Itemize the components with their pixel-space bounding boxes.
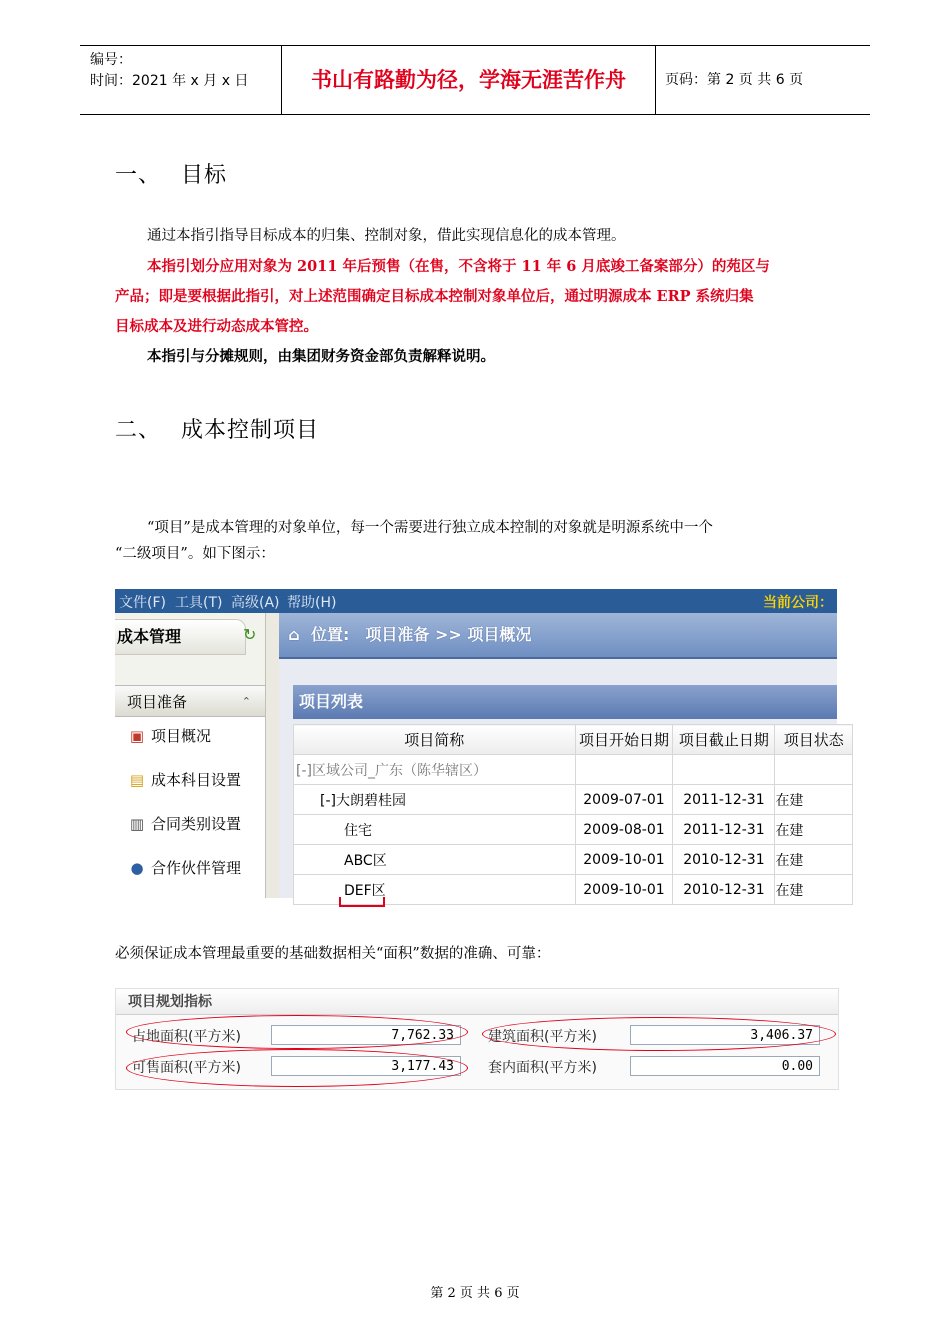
row-start: 2009-10-01 — [575, 875, 673, 905]
row-end: 2011-12-31 — [673, 785, 775, 815]
menu-bar — [115, 589, 837, 613]
module-title: 成本管理 — [115, 619, 246, 655]
header-number: 编号： — [90, 52, 132, 68]
row-status: 在建 — [775, 785, 853, 815]
col-status[interactable]: 项目状态 — [775, 725, 853, 755]
left-menu — [115, 717, 265, 898]
table-row[interactable] — [294, 755, 853, 785]
nav-partner[interactable] — [127, 857, 241, 879]
nav-label: 合同类别设置 — [151, 815, 242, 833]
row-status: 在建 — [775, 845, 853, 875]
breadcrumb-path[interactable]: 项目准备 >> 项目概况 — [365, 625, 532, 644]
cost-subject-icon: ▤ — [129, 770, 145, 789]
page-footer: 第 2 页 共 6 页 — [430, 1286, 520, 1301]
build-area-field[interactable]: 3,406.37 — [630, 1025, 820, 1045]
table-row[interactable] — [294, 845, 853, 875]
col-end[interactable]: 项目截止日期 — [673, 725, 775, 755]
nav-label: 成本科目设置 — [151, 771, 242, 789]
home-icon[interactable]: ⌂ — [288, 625, 300, 644]
sale-area-label: 可售面积(平方米) — [132, 1060, 241, 1076]
row-status: 在建 — [775, 875, 853, 905]
row-end: 2010-12-31 — [673, 845, 775, 875]
row-start: 2009-08-01 — [575, 815, 673, 845]
menu-advanced[interactable]: 高级(A) — [231, 595, 280, 611]
breadcrumb — [279, 613, 837, 659]
section-1-para-1: 通过本指引指导目标成本的归集、控制对象，借此实现信息化的成本管理。 — [147, 228, 626, 244]
row-end: 2010-12-31 — [673, 875, 775, 905]
section-1-heading — [115, 158, 227, 189]
row-name: 住宅 — [294, 815, 576, 845]
section-1-para-3: 本指引与分摊规则，由集团财务资金部负责解释说明。 — [147, 348, 495, 365]
col-name[interactable]: 项目简称 — [294, 725, 576, 755]
header-page-info: 页码：第 2 页 共 6 页 — [665, 72, 804, 88]
nav-cost-subject[interactable] — [127, 769, 241, 791]
row-start: 2009-07-01 — [575, 785, 673, 815]
contract-icon: ▥ — [129, 814, 145, 833]
nav-contract-type[interactable] — [127, 813, 241, 835]
section-1-para-2-line-2: 产品；即是要根据此指引，对上述范围确定目标成本控制对象单位后，通过明源成本 ERP 系统归集 — [115, 288, 754, 305]
section-1-number: 一、 — [115, 163, 162, 188]
header-time: 时间：2021 年 x 月 x 日 — [90, 73, 249, 89]
row-start — [575, 755, 673, 785]
row-end — [673, 755, 775, 785]
red-ellipse-build — [482, 1017, 836, 1051]
partner-icon: ● — [130, 858, 144, 877]
row-status — [775, 755, 853, 785]
erp-screenshot — [115, 589, 844, 899]
section-2-heading — [115, 413, 319, 444]
section-project-prep[interactable] — [115, 685, 265, 717]
project-list-title: 项目列表 — [293, 685, 837, 719]
section-2-para-line-2: “二级项目”。如下图示： — [115, 546, 275, 562]
col-start[interactable]: 项目开始日期 — [575, 725, 673, 755]
refresh-icon[interactable]: ↻ — [243, 625, 257, 644]
overview-icon: ▣ — [129, 726, 145, 745]
menu-tools[interactable]: 工具(T) — [175, 595, 223, 611]
section-1-title: 目标 — [181, 163, 228, 188]
nav-label: 项目概况 — [151, 727, 212, 745]
row-status: 在建 — [775, 815, 853, 845]
row-name: [-]区域公司_广东（陈华辖区） — [294, 755, 576, 785]
header-meta — [80, 46, 280, 114]
row-start: 2009-10-01 — [575, 845, 673, 875]
section-2-para-line-1: “项目”是成本管理的对象单位，每一个需要进行独立成本控制的对象就是明源系统中一个 — [147, 520, 713, 536]
section-2-title: 成本控制项目 — [181, 418, 320, 443]
land-area-label: 占地面积(平方米) — [132, 1029, 241, 1045]
current-company-label: 当前公司： — [763, 595, 833, 611]
table-row[interactable] — [294, 815, 853, 845]
section-1-para-2-line-1: 本指引划分应用对象为 2011 年后预售（在售，不含将于 11 年 6 月底竣工备案部分）的苑区与 — [147, 258, 770, 275]
red-highlight-mark — [339, 897, 385, 907]
sale-area-field[interactable]: 3,177.43 — [271, 1056, 461, 1076]
row-end: 2011-12-31 — [673, 815, 775, 845]
row-name: [-]大朗碧桂园 — [294, 785, 576, 815]
nav-project-overview[interactable] — [127, 725, 211, 747]
planning-indicators-panel — [115, 988, 839, 1090]
inner-area-field[interactable]: 0.00 — [630, 1056, 820, 1076]
collapse-icon[interactable]: ⌃ — [241, 695, 251, 708]
inner-area-label: 套内面积(平方米) — [488, 1060, 597, 1076]
menu-help[interactable]: 帮助(H) — [287, 595, 337, 611]
nav-label: 合作伙伴管理 — [151, 859, 242, 877]
area-note: 必须保证成本管理最重要的基础数据相关“面积”数据的准确、可靠： — [115, 946, 551, 962]
left-pane — [115, 613, 265, 898]
section-project-prep-label: 项目准备 — [127, 693, 188, 711]
main-pane — [279, 613, 844, 899]
row-name: DEF区 — [294, 875, 576, 905]
section-2-number: 二、 — [115, 418, 162, 443]
section-1-para-2-line-3: 目标成本及进行动态成本管控。 — [115, 318, 318, 335]
project-table — [293, 724, 853, 905]
table-row[interactable] — [294, 785, 853, 815]
build-area-label: 建筑面积(平方米) — [488, 1029, 597, 1045]
table-header-row — [294, 725, 853, 755]
red-ellipse-sale — [126, 1049, 468, 1087]
breadcrumb-position: 位置: — [311, 625, 350, 644]
menu-file[interactable]: 文件(F) — [119, 595, 166, 611]
page-header — [80, 45, 870, 115]
red-ellipse-land — [126, 1015, 468, 1049]
row-name: ABC区 — [294, 845, 576, 875]
land-area-field[interactable]: 7,762.33 — [271, 1025, 461, 1045]
panel-title: 项目规划指标 — [116, 989, 838, 1015]
header-motto: 书山有路勤为径，学海无涯苦作舟 — [281, 46, 656, 114]
